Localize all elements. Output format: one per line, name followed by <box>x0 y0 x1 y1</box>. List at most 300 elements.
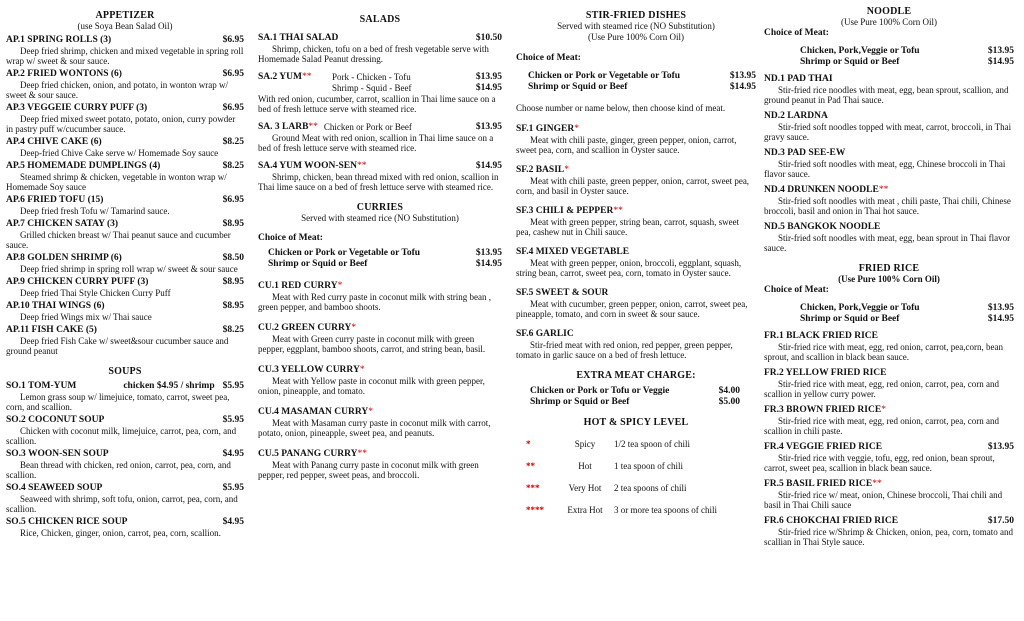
item-name-group <box>258 365 365 376</box>
item-header <box>6 161 244 172</box>
meat-price: $13.95 <box>987 46 1014 56</box>
meat-price-table <box>764 46 1014 68</box>
meat-price-table <box>516 71 756 93</box>
item-price: $4.95 <box>222 449 244 459</box>
menu-item <box>516 206 756 237</box>
item-option: Chicken or Pork or Beef <box>323 122 412 132</box>
item-name: ND.5 BANGKOK NOODLE <box>764 222 881 232</box>
item-header <box>764 405 1014 416</box>
item-name-group <box>6 195 103 206</box>
curries-title: CURRIES <box>356 202 404 213</box>
item-price: $10.50 <box>475 33 502 43</box>
item-name: ND.2 LARDNA <box>764 111 828 121</box>
item-name-group <box>6 483 102 494</box>
item-description: Meat with chili paste, green pepper, onion, carrot, sweet pea, corn, and basil in Oyster sauce. <box>516 176 750 196</box>
menu-item <box>6 277 244 298</box>
meat-option: Shrimp or Squid or Beef <box>528 82 628 92</box>
item-header <box>516 288 756 299</box>
spicy-level-row <box>516 461 756 472</box>
item-name-group <box>516 206 623 217</box>
menu-item <box>6 517 244 538</box>
spicy-stars: * <box>351 323 357 333</box>
item-name: SO.5 CHICKEN RICE SOUP <box>6 517 128 527</box>
item-name-group <box>6 325 97 336</box>
item-name-group <box>764 222 880 233</box>
item-header <box>764 148 1014 159</box>
item-name: FR.6 CHOKCHAI FRIED RICE <box>764 516 899 526</box>
menu-item <box>6 195 244 216</box>
item-name: AP.6 FRIED TOFU (15) <box>6 195 104 205</box>
menu-item <box>6 69 244 100</box>
salads-title: SALADS <box>359 14 401 25</box>
fried-rice-list <box>764 331 1014 547</box>
extra-price: $4.00 <box>718 386 740 396</box>
spicy-level-name: Spicy <box>574 439 596 449</box>
stir-fried-note: Served with steamed rice (NO Substitution) <box>557 21 715 31</box>
item-header <box>6 517 244 528</box>
item-name-group <box>764 516 898 527</box>
meat-price: $13.95 <box>987 303 1014 313</box>
menu-item <box>6 103 244 134</box>
item-description: Stir-fried rice with meat, egg, red onion, carrot, pea, corn and scallion in chili paste. <box>764 416 999 436</box>
fried-rice-choice-label: Choice of Meat: <box>764 285 829 295</box>
item-name: SF.1 GINGER <box>516 124 575 134</box>
spicy-level-row <box>516 439 756 450</box>
item-name: SO.3 WOON-SEN SOUP <box>6 449 109 459</box>
item-price: $8.25 <box>222 137 244 147</box>
extra-price: $5.00 <box>718 397 740 407</box>
item-name: CU.4 MASAMAN CURRY <box>258 407 369 417</box>
item-description: Stir-fried soft noodles with meat , chili paste, Thai chili, Chinese broccoli, basil and onion in Thai hot sauce. <box>764 196 1011 216</box>
menu-item <box>764 405 1014 436</box>
spicy-stars: **** <box>526 505 544 515</box>
item-description: Seaweed with shrimp, soft tofu, onion, carrot, pea, corn, and scallion. <box>6 494 238 514</box>
item-name: SF.5 SWEET & SOUR <box>516 288 609 298</box>
item-name: AP.10 THAI WINGS (6) <box>6 301 105 311</box>
item-description: Grilled chicken breast w/ Thai peanut sauce and cucumber sauce. <box>6 230 231 250</box>
menu-item <box>6 301 244 322</box>
item-header <box>6 69 244 80</box>
meat-option: Chicken or Pork or Vegetable or Tofu <box>528 71 681 81</box>
spicy-stars: ** <box>613 206 623 216</box>
item-name: SA.2 YUM <box>258 72 302 82</box>
item-name: CU.3 YELLOW CURRY <box>258 365 360 375</box>
item-name-group <box>516 247 629 258</box>
item-description: With red onion, cucumber, carrot, scallion in Thai lime sauce on a bed of fresh lettuce serve with steamed rice. <box>258 94 496 114</box>
item-header <box>6 253 244 264</box>
item-header <box>764 331 1014 342</box>
item-name-group <box>6 219 118 230</box>
item-header <box>6 381 244 392</box>
item-price: $8.95 <box>222 301 244 311</box>
item-name: AP.2 FRIED WONTONS (6) <box>6 69 122 79</box>
item-name: FR.1 BLACK FRIED RICE <box>764 331 879 341</box>
item-name-group <box>6 449 109 460</box>
item-name-group <box>764 148 845 159</box>
menu-item <box>764 74 1014 105</box>
item-name: SF.2 BASIL <box>516 165 565 175</box>
item-name: SO.4 SEAWEED SOUP <box>6 483 103 493</box>
item-price: $17.50 <box>987 516 1014 526</box>
menu-item <box>258 449 502 480</box>
item-name: SA.1 THAI SALAD <box>258 33 339 43</box>
soups-title: SOUPS <box>108 366 142 377</box>
curry-list <box>258 281 502 480</box>
menu-item <box>6 35 244 66</box>
item-name: SF.3 CHILI & PEPPER <box>516 206 614 216</box>
item-header <box>6 103 244 114</box>
item-header <box>764 479 1014 490</box>
item-description: Stir-fried rice with meat, egg, red onion, carrot, pea, corn and scallion in yellow curry power. <box>764 379 999 399</box>
item-header <box>516 329 756 340</box>
item-name-group <box>6 381 76 392</box>
menu-item <box>764 442 1014 473</box>
spicy-stars: ** <box>878 185 889 195</box>
item-header <box>6 35 244 46</box>
item-header <box>764 74 1014 85</box>
menu-item <box>258 161 502 192</box>
item-description: Stir-fried soft noodles with meat, egg, Chinese broccoli in Thai flavor sauce. <box>764 159 1006 179</box>
item-description: Deep fried Fish Cake w/ sweet&sour cucumber sauce and ground peanut <box>6 336 229 356</box>
spicy-level-table <box>516 439 756 516</box>
item-header <box>258 449 502 460</box>
item-description: Deep fried mixed sweet potato, potato, onion, curry powder in pastry puff w/cucumber sauce. <box>6 114 236 134</box>
menu-item <box>6 137 244 158</box>
item-price: $6.95 <box>222 35 244 45</box>
meat-option: Chicken, Pork,Veggie or Tofu <box>800 46 920 56</box>
item-header <box>258 365 502 376</box>
item-header <box>516 124 756 135</box>
stir-fried-title: STIR-FRIED DISHES <box>585 10 687 21</box>
item-name-group <box>6 137 102 148</box>
item-header <box>258 407 502 418</box>
item-header <box>6 137 244 148</box>
menu-item <box>258 122 502 153</box>
item-description: Meat with chili paste, ginger, green pepper, onion, carrot, sweet pea, corn, and scallion in Oyster sauce. <box>516 135 737 155</box>
menu-item <box>6 161 244 192</box>
menu-item <box>516 165 756 196</box>
menu-item <box>764 111 1014 142</box>
menu-item <box>516 288 756 319</box>
spicy-level-desc: 2 tea spoons of chili <box>614 483 687 493</box>
menu-item <box>258 72 502 114</box>
item-name-group <box>6 301 105 312</box>
menu-item <box>6 381 244 412</box>
item-header <box>6 415 244 426</box>
menu-item <box>516 247 756 278</box>
menu-item <box>764 222 1014 253</box>
item-name: ND.4 DRUNKEN NOODLE <box>764 185 879 195</box>
item-price: $6.95 <box>222 195 244 205</box>
item-price: $5.95 <box>222 381 244 391</box>
meat-price: $14.95 <box>987 314 1014 324</box>
spicy-level-name: Extra Hot <box>567 505 603 515</box>
menu-item <box>258 281 502 312</box>
spicy-stars: * <box>359 365 365 375</box>
item-price: $13.95 <box>475 72 502 82</box>
menu-item <box>764 516 1014 547</box>
item-price: $8.95 <box>222 277 244 287</box>
meat-price: $14.95 <box>729 82 756 92</box>
item-header <box>258 281 502 292</box>
item-description: Stir-fried rice with veggie, tofu, egg, red onion, bean sprout, carrot, sweet pea, scallion in black bean sauce. <box>764 453 995 473</box>
item-price: $13.95 <box>475 122 502 132</box>
noodle-note: (Use Pure 100% Corn Oil) <box>841 17 937 27</box>
menu-item <box>6 415 244 446</box>
item-price: $6.95 <box>222 69 244 79</box>
item-description: Deep fried Wings mix w/ Thai sauce <box>20 312 152 322</box>
item-description: Meat with green pepper, onion, broccoli, eggplant, squash, string bean, carrot, sweet pea, corn, tomato in Oyster sauce. <box>516 258 742 278</box>
spicy-stars: ** <box>526 461 535 471</box>
extra-option: Chicken or Pork or Tofu or Veggie <box>530 386 670 396</box>
menu-item <box>258 33 502 64</box>
menu-item <box>6 483 244 514</box>
item-description: Shrimp, chicken, bean thread mixed with red onion, scallion in Thai lime sauce on a bed of fresh lettuce serve with steamed rice. <box>258 172 499 192</box>
choice-of-meat-label: Choice of Meat: <box>516 53 581 63</box>
item-name-group <box>516 329 574 340</box>
soup-list <box>6 381 244 538</box>
spicy-stars: * <box>337 281 343 291</box>
item-name-group <box>516 288 608 299</box>
fried-rice-title: FRIED RICE <box>858 263 920 274</box>
spicy-level-desc: 1 tea spoon of chili <box>614 461 683 471</box>
item-description: Deep fried chicken, onion, and potato, in wonton wrap w/ sweet & sour sauce. <box>6 80 228 100</box>
item-price: $14.95 <box>475 83 502 93</box>
item-header <box>6 449 244 460</box>
item-description: Stir-fried soft noodles with meat, egg, bean sprout in Thai flavor sauce. <box>764 233 1011 253</box>
item-description: Steamed shrimp & chicken, vegetable in wonton wrap w/ Homemade Soy sauce <box>6 172 227 192</box>
spicy-stars: ** <box>301 72 312 82</box>
menu-item <box>6 219 244 250</box>
column-noodle-rice <box>764 6 1014 547</box>
item-description: Stir-fried soft noodles topped with meat, carrot, broccoli, in Thai gravy sauce. <box>764 122 1012 142</box>
item-header <box>6 219 244 230</box>
item-name-group <box>764 442 882 453</box>
menu-item <box>764 479 1014 510</box>
spicy-stars: * <box>881 405 886 415</box>
item-name-group <box>764 368 886 379</box>
item-description: Stir-fried rice with meat, egg, red onion, carrot, pea,corn, bean sprout, and scallion in black bean sauce. <box>764 342 1003 362</box>
item-description: Shrimp, chicken, tofu on a bed of fresh vegetable serve with Homemade Salad Peanut dressing. <box>258 44 489 64</box>
item-name: FR.2 YELLOW FRIED RICE <box>764 368 887 378</box>
item-name-group <box>6 35 111 46</box>
spicy-stars: *** <box>526 483 540 493</box>
item-header <box>764 111 1014 122</box>
item-header <box>6 277 244 288</box>
item-header <box>516 247 756 258</box>
item-name-group <box>6 69 122 80</box>
item-price: $5.95 <box>222 415 244 425</box>
item-name-group <box>6 517 127 528</box>
item-header <box>516 165 756 176</box>
item-name-group <box>258 281 342 292</box>
menu-item <box>764 148 1014 179</box>
item-name: CU.2 GREEN CURRY <box>258 323 352 333</box>
spicy-stars: * <box>368 407 373 417</box>
appetizer-title: APPETIZER <box>95 10 155 21</box>
item-description: Ground Meat with red onion, scallion in Thai lime sauce on a bed of fresh lettuce serve with steamed rice. <box>258 133 494 153</box>
fried-rice-meat-table <box>764 303 1014 325</box>
spicy-stars: ** <box>872 479 882 489</box>
column-stir-fried <box>516 10 756 516</box>
item-description: Deep fried Thai Style Chicken Curry Puff <box>20 288 171 298</box>
spicy-stars: ** <box>308 122 318 132</box>
item-header <box>764 185 1014 196</box>
item-name-group <box>6 277 148 288</box>
menu-item <box>764 331 1014 362</box>
item-price: $8.95 <box>222 219 244 229</box>
item-description: Meat with cucumber, green pepper, onion, carrot, sweet pea, pineapple, tomato, and corn in sweet & sour sauce. <box>516 299 748 319</box>
order-instruction: Choose number or name below, then choose kind of meat. <box>516 103 726 113</box>
item-name: CU.1 RED CURRY <box>258 281 338 291</box>
spicy-stars: * <box>526 439 531 449</box>
item-name: SA. 3 LARB <box>258 122 309 132</box>
item-name-group <box>764 331 878 342</box>
item-description: Deep-fried Chive Cake serve w/ Homemade Soy sauce <box>20 148 219 158</box>
spicy-level-desc: 3 or more tea spoons of chili <box>614 505 717 515</box>
item-name-group <box>258 323 356 334</box>
item-description: Deep fried fresh Tofu w/ Tamarind sauce. <box>20 206 170 216</box>
item-name: AP.3 VEGGEIE CURRY PUFF (3) <box>6 103 148 113</box>
meat-price-table <box>258 248 502 270</box>
item-name-group <box>764 185 888 196</box>
item-price: $5.95 <box>222 483 244 493</box>
spicy-level-title: HOT & SPICY LEVEL <box>583 417 689 428</box>
item-name: AP.9 CHICKEN CURRY PUFF (3) <box>6 277 149 287</box>
spicy-stars: ** <box>356 161 367 171</box>
item-name-group <box>258 449 367 460</box>
item-price: $14.95 <box>475 161 502 171</box>
item-name: ND.3 PAD SEE-EW <box>764 148 846 158</box>
item-description: Bean thread with chicken, red onion, carrot, pea, corn, and scallion. <box>6 460 231 480</box>
item-price: $8.50 <box>222 253 244 263</box>
item-header <box>516 206 756 217</box>
item-price: $6.95 <box>222 103 244 113</box>
item-description: Meat with Yellow paste in coconut milk with green pepper, onion, pineapple, and tomato. <box>258 376 485 396</box>
item-description: Chicken with coconut milk, limejuice, carrot, pea, corn, and scallion. <box>6 426 237 446</box>
meat-price: $13.95 <box>475 248 502 258</box>
noodle-list <box>764 74 1014 253</box>
meat-option: Chicken, Pork,Veggie or Tofu <box>800 303 920 313</box>
item-description: Stir-fried rice w/ meat, onion, Chinese broccoli, Thai chili and basil in Thai Chili sauce <box>764 490 1003 510</box>
spicy-level-desc: 1/2 tea spoon of chili <box>614 439 690 449</box>
item-name-group <box>764 479 882 490</box>
item-name: AP.8 GOLDEN SHRIMP (6) <box>6 253 122 263</box>
item-name: ND.1 PAD THAI <box>764 74 833 84</box>
menu-item <box>516 124 756 155</box>
item-description: Meat with Panang curry paste in coconut milk with green pepper, red pepper, sweet peas, and broccoli. <box>258 460 479 480</box>
column-salads-curries <box>258 14 502 480</box>
item-description: Stir-fried rice w/Shrimp & Chicken, onion, pea, corn, tomato and scallian in Thai Style sauce. <box>764 527 1014 547</box>
item-header <box>258 323 502 334</box>
extra-option: Shrimp or Squid or Beef <box>530 397 630 407</box>
item-header <box>6 483 244 494</box>
extra-meat-table <box>516 386 756 408</box>
spicy-level-row <box>516 505 756 516</box>
menu-item <box>764 368 1014 399</box>
curries-note: Served with steamed rice (NO Substitution) <box>301 213 459 223</box>
item-description: Meat with green pepper, string bean, carrot, squash, sweet pea, cashew nut in Chili sauce. <box>516 217 740 237</box>
item-name-group <box>6 161 160 172</box>
spicy-stars: * <box>564 165 569 175</box>
item-name: SO.2 COCONUT SOUP <box>6 415 105 425</box>
menu-item <box>6 325 244 356</box>
menu-item <box>6 449 244 480</box>
meat-option: Shrimp or Squid or Beef <box>800 57 900 67</box>
item-name: AP.7 CHICKEN SATAY (3) <box>6 219 119 229</box>
item-price: $8.25 <box>222 161 244 171</box>
item-header <box>764 442 1014 453</box>
appetizer-note: (use Soya Bean Salad Oil) <box>77 21 173 31</box>
item-header <box>6 195 244 206</box>
item-name: SO.1 TOM-YUM <box>6 381 77 391</box>
item-name: FR.4 VEGGIE FRIED RICE <box>764 442 883 452</box>
spicy-level-name: Hot <box>578 461 592 471</box>
meat-option: Shrimp or Squid or Beef <box>268 259 368 269</box>
item-header <box>764 368 1014 379</box>
fried-rice-note: (Use Pure 100% Corn Oil) <box>838 274 940 284</box>
spicy-stars: * <box>574 124 579 134</box>
item-option: Pork - Chicken - Tofu <box>332 72 411 82</box>
item-price: $8.25 <box>222 325 244 335</box>
menu-item <box>516 329 756 360</box>
stir-fried-list <box>516 124 756 360</box>
noodle-title: NOODLE <box>866 6 912 17</box>
menu-item <box>258 323 502 354</box>
item-name-group <box>6 103 147 114</box>
extra-meat-title: EXTRA MEAT CHARGE: <box>576 370 696 381</box>
item-name-group <box>516 124 579 135</box>
item-price: $13.95 <box>987 442 1014 452</box>
item-name: SA.4 YUM WOON-SEN <box>258 161 357 171</box>
item-description: Stir-fried rice noodles with meat, egg, bean sprout, scallion, and ground peanut in Pad Thai sauce. <box>764 85 1009 105</box>
item-name-group <box>258 407 373 418</box>
choice-of-meat-label: Choice of Meat: <box>258 233 323 243</box>
item-name: SF.4 MIXED VEGETABLE <box>516 247 630 257</box>
choice-of-meat-label: Choice of Meat: <box>764 28 829 38</box>
menu-item <box>258 365 502 396</box>
item-description: Lemon grass soup w/ limejuice, tomato, carrot, sweet pea, corn, and scallion. <box>6 392 230 412</box>
meat-price: $14.95 <box>987 57 1014 67</box>
item-name: AP.1 SPRING ROLLS (3) <box>6 35 112 45</box>
item-name: AP.4 CHIVE CAKE (6) <box>6 137 102 147</box>
meat-option: Chicken or Pork or Vegetable or Tofu <box>268 248 421 258</box>
item-name-group <box>764 74 833 85</box>
item-name-group <box>764 111 828 122</box>
item-description: Stir-fried meat with red onion, red pepper, green pepper, tomato in garlic sauce on a bed of fresh lettuce. <box>516 340 733 360</box>
spicy-level-name: Very Hot <box>568 483 602 493</box>
item-name: AP.11 FISH CAKE (5) <box>6 325 97 335</box>
item-description: Meat with Green curry paste in coconut milk with green pepper, eggplant, bamboo shoots, carrot, and string bean, basil. <box>258 334 486 354</box>
item-name: FR.3 BROWN FRIED RICE <box>764 405 882 415</box>
item-description: Meat with Masaman curry paste in coconut milk with carrot, potato, onion, pineapple, sweet pea, and peanuts. <box>258 418 491 438</box>
item-name: CU.5 PANANG CURRY <box>258 449 358 459</box>
item-description: Deep fried shrimp, chicken and mixed vegetable in spring roll wrap w/ sweet & sour sauce. <box>6 46 244 66</box>
item-name-group <box>6 415 104 426</box>
item-header <box>6 325 244 336</box>
item-name-group <box>764 405 886 416</box>
item-option: Shrimp - Squid - Beef <box>332 83 412 93</box>
item-description: Deep fried shrimp in spring roll wrap w/ sweet & sour sauce <box>20 264 238 274</box>
item-description: Meat with Red curry paste in coconut milk with string bean , green pepper, and bamboo shoots. <box>258 292 491 312</box>
item-name: FR.5 BASIL FRIED RICE <box>764 479 873 489</box>
item-name-group <box>516 165 569 176</box>
menu-item <box>258 407 502 438</box>
item-name: AP.5 HOMEMADE DUMPLINGS (4) <box>6 161 161 171</box>
item-header <box>764 516 1014 527</box>
item-header <box>6 301 244 312</box>
spicy-stars: ** <box>357 449 367 459</box>
